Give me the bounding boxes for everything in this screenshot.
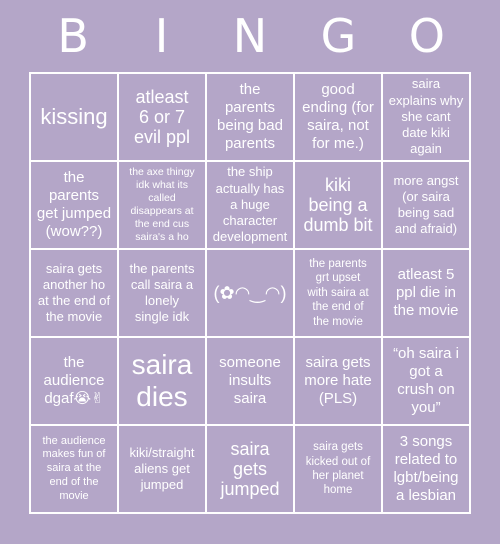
cell-text: good ending (for saira, not for me.) xyxy=(302,81,374,152)
cell-text: atleast 6 or 7 evil ppl xyxy=(133,86,191,148)
header-letter-g: G xyxy=(320,9,357,63)
bingo-cell[interactable] xyxy=(294,73,382,161)
bingo-cell[interactable] xyxy=(30,425,118,513)
bingo-grid xyxy=(29,72,471,514)
bingo-cell[interactable] xyxy=(118,425,206,513)
bingo-cell[interactable] xyxy=(294,161,382,249)
bingo-cell[interactable] xyxy=(30,161,118,249)
cell-text: “oh saira i got a crush on you” xyxy=(393,345,459,416)
cell-text: the parents being bad parents xyxy=(217,81,283,152)
bingo-cell[interactable] xyxy=(30,249,118,337)
cell-text: the audience dgaf😭✌ xyxy=(43,354,105,407)
bingo-cell[interactable] xyxy=(294,425,382,513)
cell-text: someone insults saira xyxy=(219,354,281,407)
bingo-cell[interactable] xyxy=(382,337,470,425)
cell-text: saira gets kicked out of her planet home xyxy=(305,441,371,497)
bingo-cell[interactable] xyxy=(382,73,470,161)
cell-text: the axe thingy idk what its called disappears at the end cus saira's a ho xyxy=(129,165,195,244)
cell-text: saira gets another ho at the end of the movie xyxy=(37,260,111,325)
bingo-cell[interactable] xyxy=(118,73,206,161)
header-letter-n: N xyxy=(232,9,268,63)
cell-text: the parents call saira a lonely single idk xyxy=(129,260,195,325)
header-letter-o: O xyxy=(408,9,445,63)
cell-text: kiki being a dumb bit xyxy=(303,174,373,236)
bingo-cell[interactable] xyxy=(30,337,118,425)
bingo-cell[interactable] xyxy=(382,161,470,249)
bingo-cell[interactable] xyxy=(118,249,206,337)
bingo-cell[interactable] xyxy=(118,337,206,425)
bingo-cell[interactable] xyxy=(206,73,294,161)
bingo-cell[interactable] xyxy=(382,249,470,337)
cell-text: kiki/straight aliens get jumped xyxy=(129,444,195,493)
cell-text: saira gets jumped xyxy=(220,438,280,500)
cell-text: 3 songs related to lgbt/being a lesbian xyxy=(393,433,459,504)
bingo-cell[interactable] xyxy=(118,161,206,249)
header-letter-b: B xyxy=(57,9,89,63)
bingo-cell[interactable] xyxy=(206,425,294,513)
bingo-cell[interactable] xyxy=(294,337,382,425)
cell-text: more angst (or saira being sad and afraid) xyxy=(393,172,459,237)
cell-text: the ship actually has a huge character development xyxy=(212,164,288,245)
bingo-cell[interactable] xyxy=(206,337,294,425)
cell-text: saira dies xyxy=(131,348,193,412)
bingo-cell-free[interactable] xyxy=(206,249,294,337)
bingo-cell[interactable] xyxy=(294,249,382,337)
bingo-cell[interactable] xyxy=(30,73,118,161)
cell-text: saira explains why she cant date kiki again xyxy=(388,76,464,157)
bingo-cell[interactable] xyxy=(382,425,470,513)
cell-text: the parents grt upset with saira at the end of the movie xyxy=(307,258,369,328)
header-letter-i: I xyxy=(154,9,169,63)
cell-text: saira gets more hate (PLS) xyxy=(304,354,372,407)
free-space-emoticon: (✿◠‿◠) xyxy=(213,282,287,303)
cell-text: the audience makes fun of saira at the end of the movie xyxy=(42,434,106,502)
bingo-header xyxy=(29,0,471,72)
cell-text: kissing xyxy=(40,104,108,130)
cell-text: the parents get jumped (wow??) xyxy=(36,169,112,240)
bingo-cell[interactable] xyxy=(206,161,294,249)
cell-text: atleast 5 ppl die in the movie xyxy=(393,266,459,319)
